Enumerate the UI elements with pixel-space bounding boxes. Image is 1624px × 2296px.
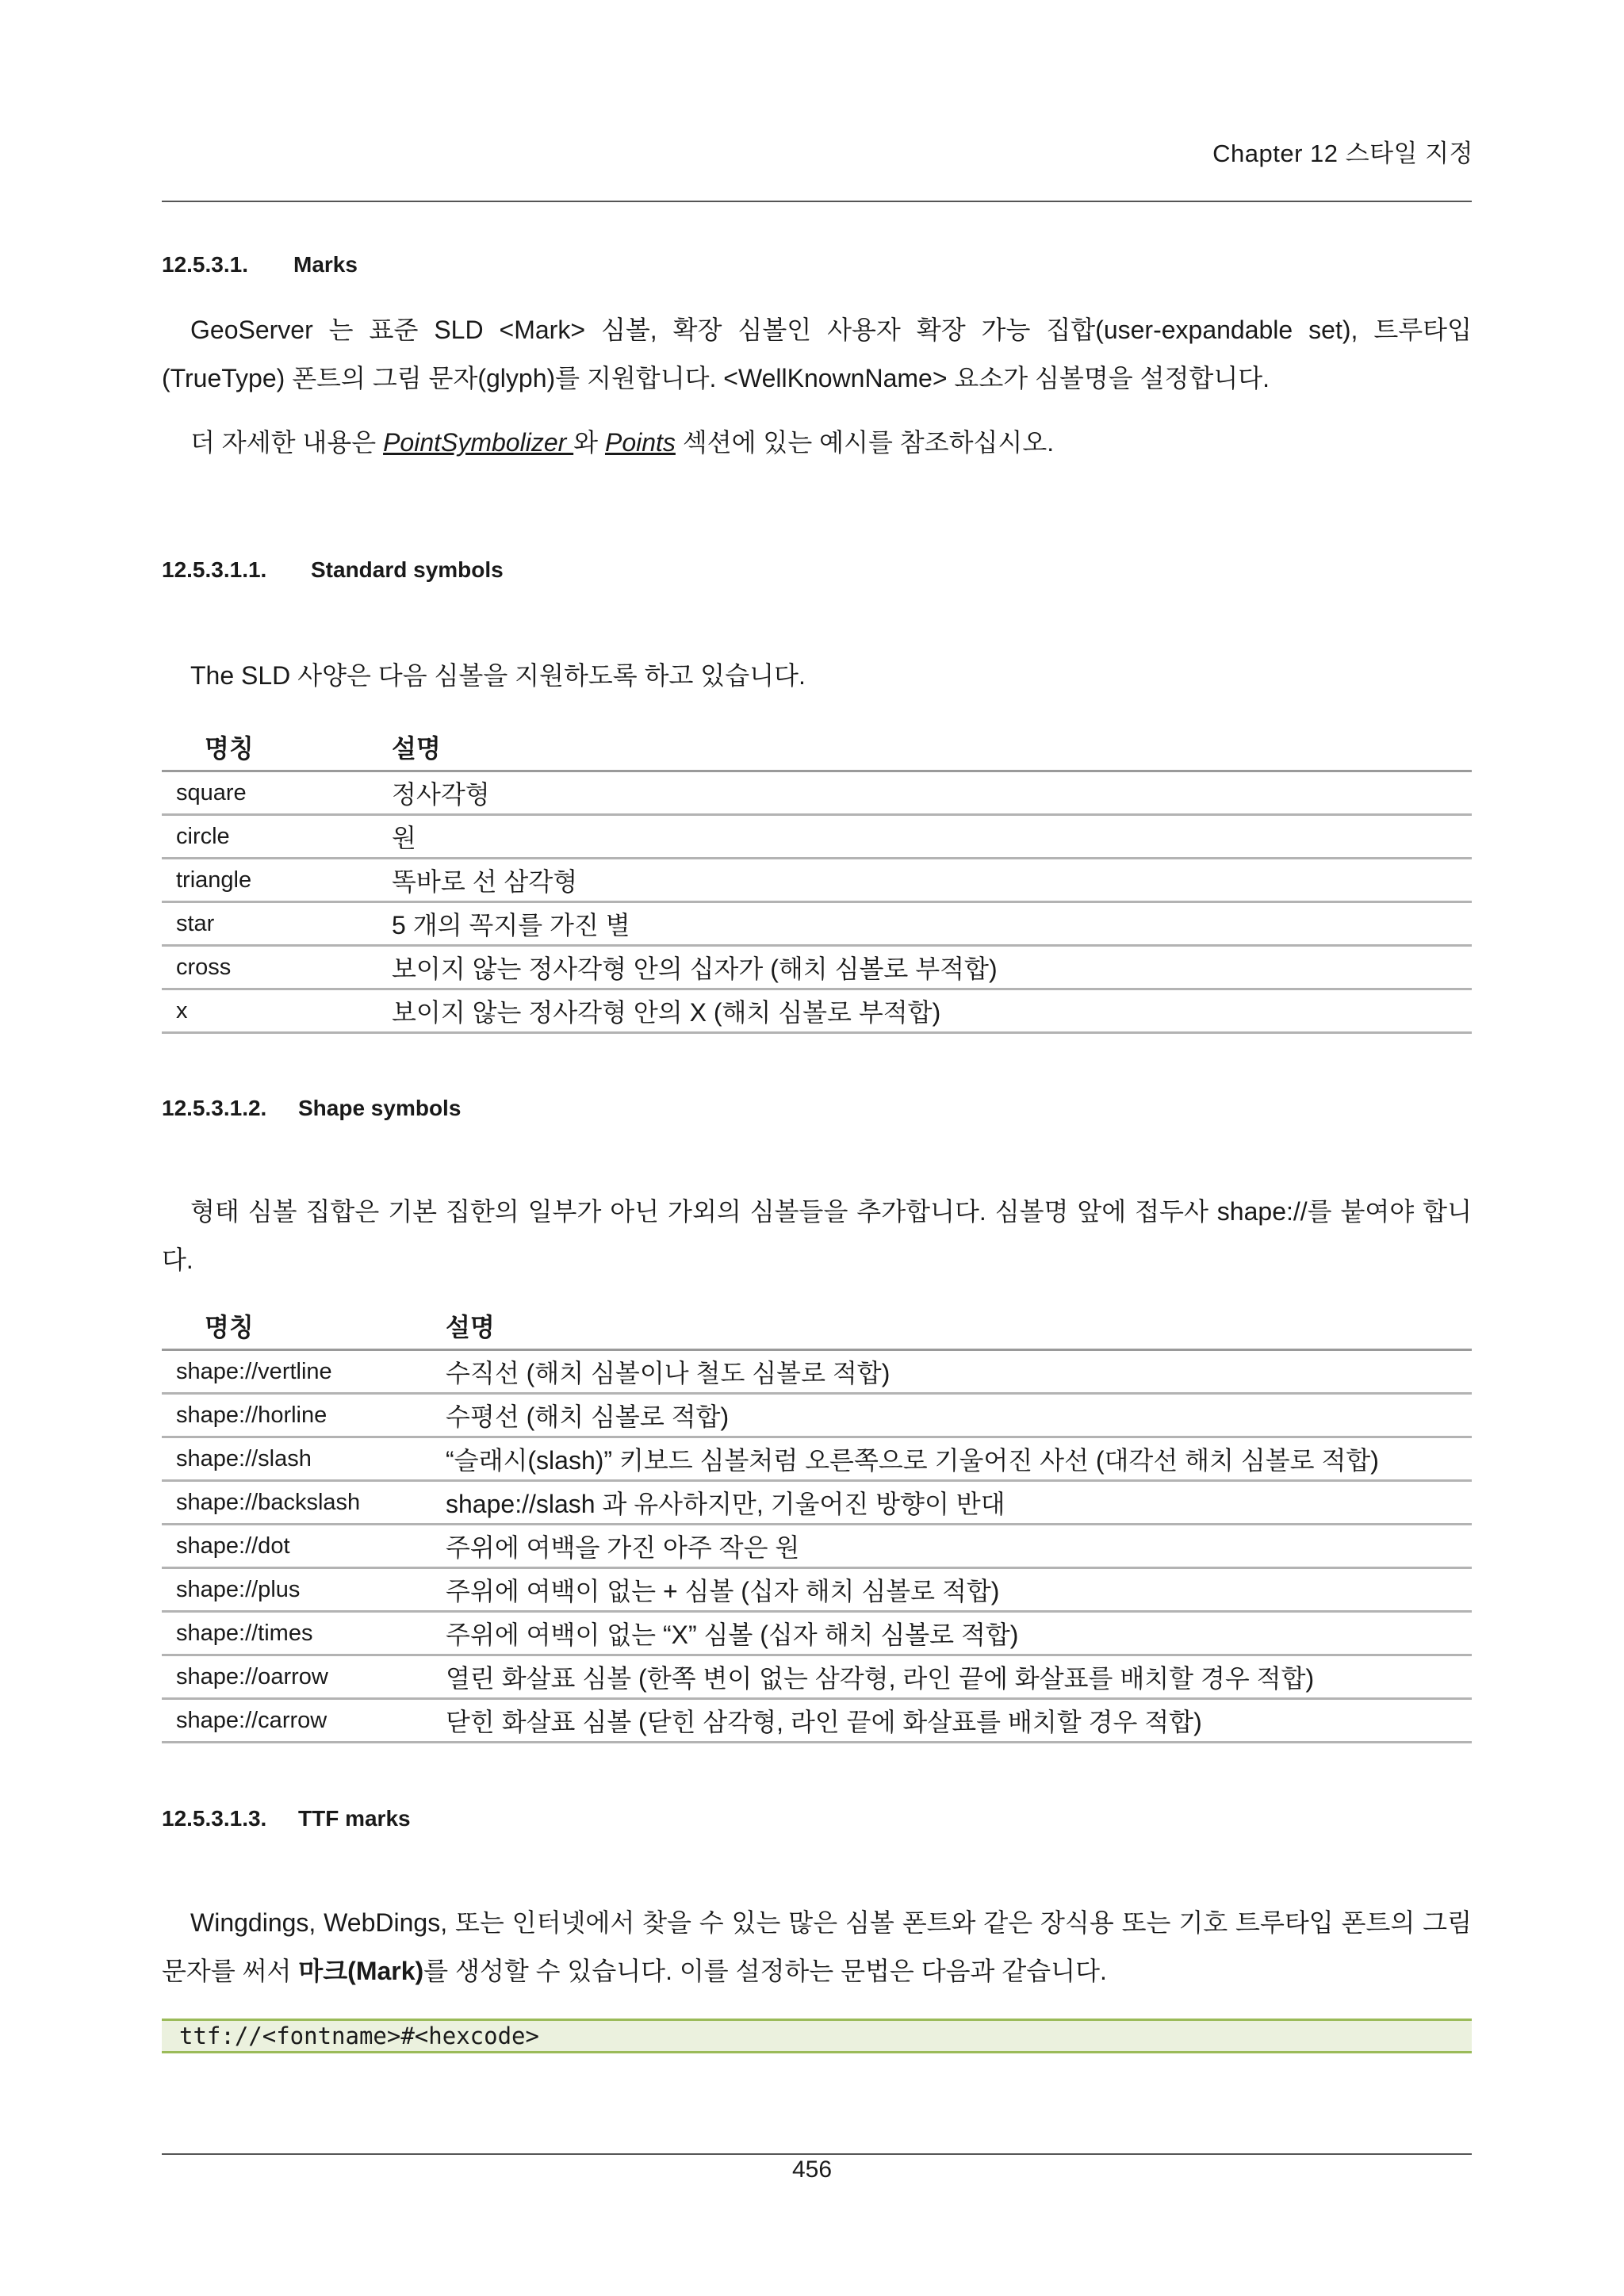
table-row [162, 902, 1472, 946]
heading-number: 12.5.3.1. [162, 252, 248, 277]
table-row [162, 815, 1472, 859]
table-row [162, 946, 1472, 989]
table-row [162, 1350, 1472, 1394]
heading-title: Marks [293, 252, 358, 277]
symbol-name: shape://vertline [162, 1350, 446, 1394]
text: 섹션에 있는 예시를 참조하십시오. [675, 428, 1055, 457]
marks-reference-paragraph [162, 419, 1472, 467]
text: 와 [573, 428, 605, 457]
heading-shape-symbols [162, 1096, 461, 1121]
heading-number: 12.5.3.1.3. [162, 1806, 267, 1831]
heading-standard-symbols [162, 557, 504, 583]
ttf-paragraph [162, 1899, 1472, 1996]
mark-term: 마크(Mark) [298, 1957, 424, 1985]
symbol-name: x [162, 989, 392, 1033]
symbol-description: 똑바로 선 삼각형 [392, 859, 1472, 902]
table-row [162, 1699, 1472, 1743]
symbol-description: “슬래시(slash)” 키보드 심볼처럼 오른쪽으로 기울어진 사선 (대각선 해치 심볼로 적합) [446, 1437, 1472, 1481]
column-header-description: 설명 [446, 1300, 1472, 1350]
table-row [162, 1655, 1472, 1699]
symbol-name: cross [162, 946, 392, 989]
running-header: Chapter 12 스타일 지정 [1212, 140, 1473, 167]
table-row [162, 1481, 1472, 1525]
table-row [162, 1394, 1472, 1437]
symbol-name: star [162, 902, 392, 946]
heading-ttf-marks [162, 1806, 411, 1831]
column-header-name: 명칭 [162, 721, 392, 771]
shape-symbols-table [162, 1300, 1472, 1743]
symbol-description: 수평선 (해치 심볼로 적합) [446, 1394, 1472, 1437]
marks-paragraph: GeoServer 는 표준 SLD <Mark> 심볼, 확장 심볼인 사용자 확장 가능 집합(user-expandable set), 트루타입(TrueType) 폰트의 그림 문자(glyph)를 지원합니다. <WellKnownName> 요소가 심볼명을 설정합니다. [162, 316, 1472, 392]
symbol-name: shape://horline [162, 1394, 446, 1437]
symbol-name: shape://backslash [162, 1481, 446, 1525]
symbol-description: shape://slash 과 유사하지만, 기울어진 방향이 반대 [446, 1481, 1472, 1525]
table-header-row [162, 721, 1472, 771]
symbol-description: 원 [392, 815, 1472, 859]
table-row [162, 1437, 1472, 1481]
column-header-name: 명칭 [162, 1300, 446, 1350]
heading-title: Standard symbols [311, 557, 504, 582]
symbol-description: 주위에 여백이 없는 + 심볼 (십자 해치 심볼로 적합) [446, 1568, 1472, 1612]
page-number: 456 [791, 2156, 833, 2183]
heading-marks [162, 252, 358, 277]
heading-number: 12.5.3.1.2. [162, 1096, 267, 1120]
symbol-name: triangle [162, 859, 392, 902]
points-link[interactable]: Points [604, 428, 676, 457]
text: 를 생성할 수 있습니다. 이를 설정하는 문법은 다음과 같습니다. [423, 1957, 1107, 1985]
column-header-description: 설명 [392, 721, 1472, 771]
table-row [162, 771, 1472, 815]
symbol-description: 5 개의 꼭지를 가진 별 [392, 902, 1472, 946]
table-row [162, 989, 1472, 1033]
text: 더 자세한 내용은 [190, 428, 384, 457]
symbol-description: 정사각형 [392, 771, 1472, 815]
symbol-name: shape://carrow [162, 1699, 446, 1743]
symbol-name: circle [162, 815, 392, 859]
pointsymbolizer-link[interactable]: PointSymbolizer [383, 428, 574, 457]
code-block: ttf://<fontname>#<hexcode> [162, 2019, 1472, 2053]
symbol-name: shape://slash [162, 1437, 446, 1481]
symbol-name: shape://times [162, 1612, 446, 1655]
symbol-description: 주위에 여백이 없는 “X” 심볼 (십자 해치 심볼로 적합) [446, 1612, 1472, 1655]
header-divider [162, 201, 1472, 202]
table-row [162, 1612, 1472, 1655]
footer-divider [162, 2153, 1472, 2155]
heading-title: TTF marks [298, 1806, 411, 1831]
symbol-description: 주위에 여백을 가진 아주 작은 원 [446, 1525, 1472, 1568]
symbol-name: shape://oarrow [162, 1655, 446, 1699]
heading-title: Shape symbols [298, 1096, 462, 1120]
symbol-description: 열린 화살표 심볼 (한쪽 변이 없는 삼각형, 라인 끝에 화살표를 배치할 경우 적합) [446, 1655, 1472, 1699]
heading-number: 12.5.3.1.1. [162, 557, 267, 582]
symbol-name: square [162, 771, 392, 815]
standard-intro: The SLD 사양은 다음 심볼을 지원하도록 하고 있습니다. [190, 661, 806, 690]
shape-intro: 형태 심볼 집합은 기본 집한의 일부가 아닌 가외의 심볼들을 추가합니다. 심볼명 앞에 접두사 shape://를 붙여야 합니다. [162, 1197, 1473, 1274]
symbol-description: 보이지 않는 정사각형 안의 십자가 (해치 심볼로 부적합) [392, 946, 1472, 989]
symbol-name: shape://dot [162, 1525, 446, 1568]
symbol-description: 닫힌 화살표 심볼 (닫힌 삼각형, 라인 끝에 화살표를 배치할 경우 적합) [446, 1699, 1472, 1743]
standard-symbols-table [162, 721, 1472, 1034]
table-row [162, 859, 1472, 902]
symbol-description: 보이지 않는 정사각형 안의 X (해치 심볼로 부적합) [392, 989, 1472, 1033]
text: Wingdings, WebDings, 또는 인터넷에서 찾을 수 있는 많은 심볼 폰트와 같은 장식용 또는 기호 트루타입 폰트의 그림 문자를 써서 [162, 1908, 1472, 1985]
symbol-description: 수직선 (해치 심볼이나 철도 심볼로 적합) [446, 1350, 1472, 1394]
table-header-row [162, 1300, 1472, 1350]
symbol-name: shape://plus [162, 1568, 446, 1612]
table-row [162, 1568, 1472, 1612]
table-row [162, 1525, 1472, 1568]
